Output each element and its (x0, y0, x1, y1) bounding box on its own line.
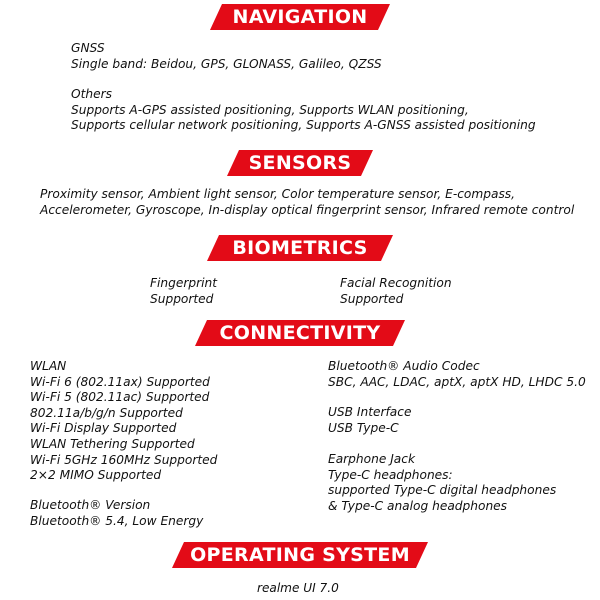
section-title: OPERATING SYSTEM (190, 544, 410, 566)
gnss-block (71, 41, 382, 72)
earphone-heading: Earphone Jack (328, 452, 416, 466)
usb-value: USB Type-C (328, 420, 399, 435)
gnss-heading: GNSS (71, 41, 105, 55)
others-heading: Others (71, 87, 112, 101)
fingerprint-label: Fingerprint (150, 276, 218, 290)
sensors-line: Accelerometer, Gyroscope, In-display optical fingerprint sensor, Infrared remote control (40, 202, 575, 217)
wlan-line: WLAN Tethering Supported (30, 436, 195, 451)
bluetooth-codec-block (328, 359, 586, 390)
fingerprint-block (150, 276, 217, 307)
bluetooth-version-block (30, 498, 203, 529)
section-title: CONNECTIVITY (219, 322, 381, 344)
sensors-list (40, 187, 574, 218)
others-line: Supports A-GPS assisted positioning, Supports WLAN positioning, (71, 102, 469, 117)
gnss-value: Single band: Beidou, GPS, GLONASS, Galileo, QZSS (71, 56, 382, 71)
section-title: SENSORS (248, 152, 352, 174)
bluetooth-version-heading: Bluetooth® Version (30, 498, 151, 512)
usb-heading: USB Interface (328, 405, 412, 419)
wlan-line: Wi-Fi 5GHz 160MHz Supported (30, 452, 218, 467)
section-title: NAVIGATION (232, 6, 368, 28)
os-value: realme UI 7.0 (256, 581, 339, 595)
wlan-line: Wi-Fi 5 (802.11ac) Supported (30, 390, 210, 405)
earphone-line: Type-C headphones: (328, 467, 453, 482)
wlan-line: Wi-Fi Display Supported (30, 421, 177, 436)
section-banner-biometrics (207, 235, 393, 261)
wlan-line: Wi-Fi 6 (802.11ax) Supported (30, 374, 210, 389)
bluetooth-codec-value: SBC, AAC, LDAC, aptX, aptX HD, LHDC 5.0 (328, 374, 586, 389)
facial-block (340, 276, 452, 307)
facial-label: Facial Recognition (340, 276, 452, 290)
sensors-line: Proximity sensor, Ambient light sensor, Color temperature sensor, E-compass, (40, 187, 516, 201)
earphone-line: & Type-C analog headphones (328, 498, 508, 513)
section-banner-connectivity (195, 320, 405, 346)
others-line: Supports cellular network positioning, Supports A-GNSS assisted positioning (71, 118, 536, 133)
wlan-block (30, 359, 217, 484)
facial-value: Supported (340, 291, 404, 306)
section-banner-sensors (227, 150, 373, 176)
others-block (71, 87, 536, 134)
fingerprint-value: Supported (150, 291, 214, 306)
wlan-line: 2×2 MIMO Supported (30, 468, 162, 483)
bluetooth-codec-heading: Bluetooth® Audio Codec (328, 359, 480, 373)
wlan-heading: WLAN (30, 359, 67, 373)
bluetooth-version-value: Bluetooth® 5.4, Low Energy (30, 513, 204, 528)
earphone-block (328, 452, 556, 514)
section-title: BIOMETRICS (232, 237, 368, 259)
section-banner-navigation (210, 4, 390, 30)
earphone-line: supported Type-C digital headphones (328, 483, 557, 498)
section-banner-operating-system (172, 542, 428, 568)
wlan-line: 802.11a/b/g/n Supported (30, 405, 183, 420)
usb-block (328, 405, 411, 436)
